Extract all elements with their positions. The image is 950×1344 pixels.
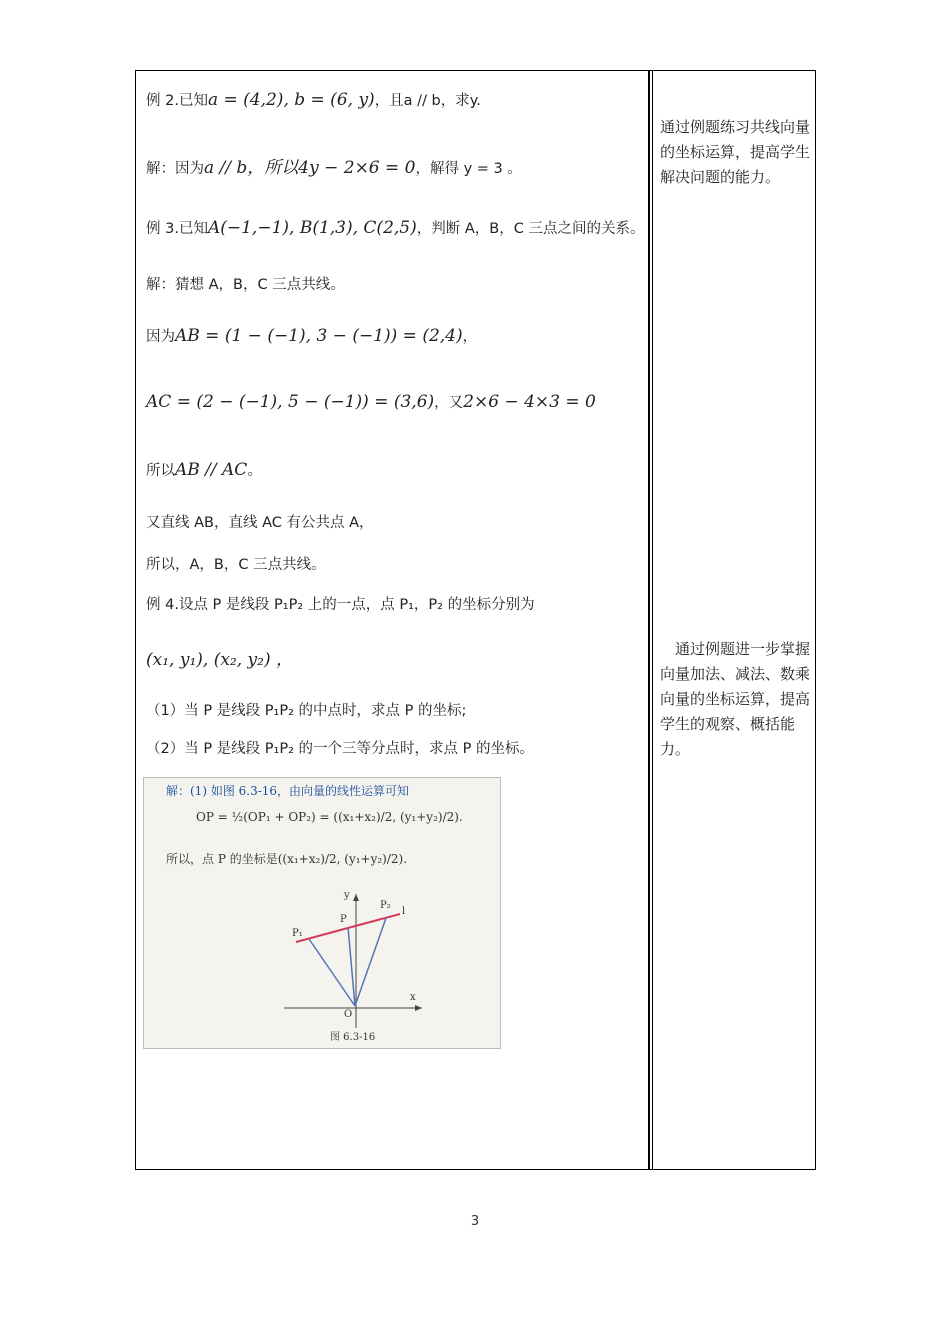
y-axis-arrow (353, 894, 359, 901)
solution-figure (143, 777, 501, 1049)
example-3-question: 例 3.已知A(−1,−1), B(1,3), C(2,5)，判断 A，B，C 三点之间的关系。 (146, 218, 645, 238)
vector-diagram (144, 778, 500, 1048)
example-4-part-1: （1）当 P 是线段 P₁P₂ 的中点时，求点 P 的坐标; (146, 703, 467, 719)
example-3-ab: 因为AB = (1 − (−1), 3 − (−1)) = (2,4)， (146, 326, 478, 346)
label-x: x (410, 992, 416, 1003)
label-l: l (402, 906, 406, 917)
side-note-1: 通过例题练习共线向量的坐标运算，提高学生解决问题的能力。 (660, 118, 811, 186)
example-3-ac: AC = (2 − (−1), 5 − (−1)) = (3,6)，又2×6 − 4×3 = 0 (146, 392, 596, 412)
figure-line-2: OP = ½(OP₁ + OP₂) = ((x₁+x₂)/2, (y₁+y₂)/2). (196, 810, 463, 824)
label-p: P (340, 914, 347, 925)
example-4-coordinates: (x₁, y₁), (x₂, y₂) ， (146, 650, 293, 670)
example-2-solution: 解：因为a // b，所以4y − 2×6 = 0，解得 y = 3 。 (146, 158, 522, 178)
example-3-guess: 解：猜想 A，B，C 三点共线。 (146, 277, 345, 293)
figure-line-3: 所以，点 P 的坐标是((x₁+x₂)/2, (y₁+y₂)/2). (166, 852, 408, 866)
vector-op1 (309, 939, 355, 1006)
column-divider (648, 71, 650, 1169)
figure-line-1: 解：(1) 如图 6.3-16，由向量的线性运算可知 (166, 784, 410, 798)
side-note-2: 通过例题进一步掌握向量加法、减法、数乘向量的坐标运算，提高学生的观察、概括能力。 (660, 640, 811, 758)
label-p2: P₂ (380, 900, 391, 911)
vector-op2 (355, 918, 386, 1006)
label-y: y (344, 890, 350, 901)
example-4-question: 例 4.设点 P 是线段 P₁P₂ 上的一点，点 P₁，P₂ 的坐标分别为 (146, 597, 535, 613)
label-p1: P₁ (292, 928, 303, 939)
example-4-part-2: （2）当 P 是线段 P₁P₂ 的一个三等分点时，求点 P 的坐标。 (146, 741, 534, 757)
column-divider-inner (652, 71, 653, 1169)
figure-caption: 图 6.3-16 (330, 1032, 376, 1043)
example-2-question: 例 2.已知a = (4,2), b = (6, y)，且a // b，求y. (146, 90, 481, 110)
label-o: O (344, 1009, 353, 1020)
vector-op (348, 927, 355, 1006)
page-number: 3 (470, 1214, 480, 1229)
example-3-conclusion: 所以，A，B，C 三点共线。 (146, 557, 326, 573)
x-axis-arrow (415, 1005, 422, 1011)
content-table (135, 70, 816, 1170)
example-3-common-point: 又直线 AB，直线 AC 有公共点 A， (146, 515, 374, 531)
example-3-parallel: 所以AB // AC。 (146, 460, 262, 480)
